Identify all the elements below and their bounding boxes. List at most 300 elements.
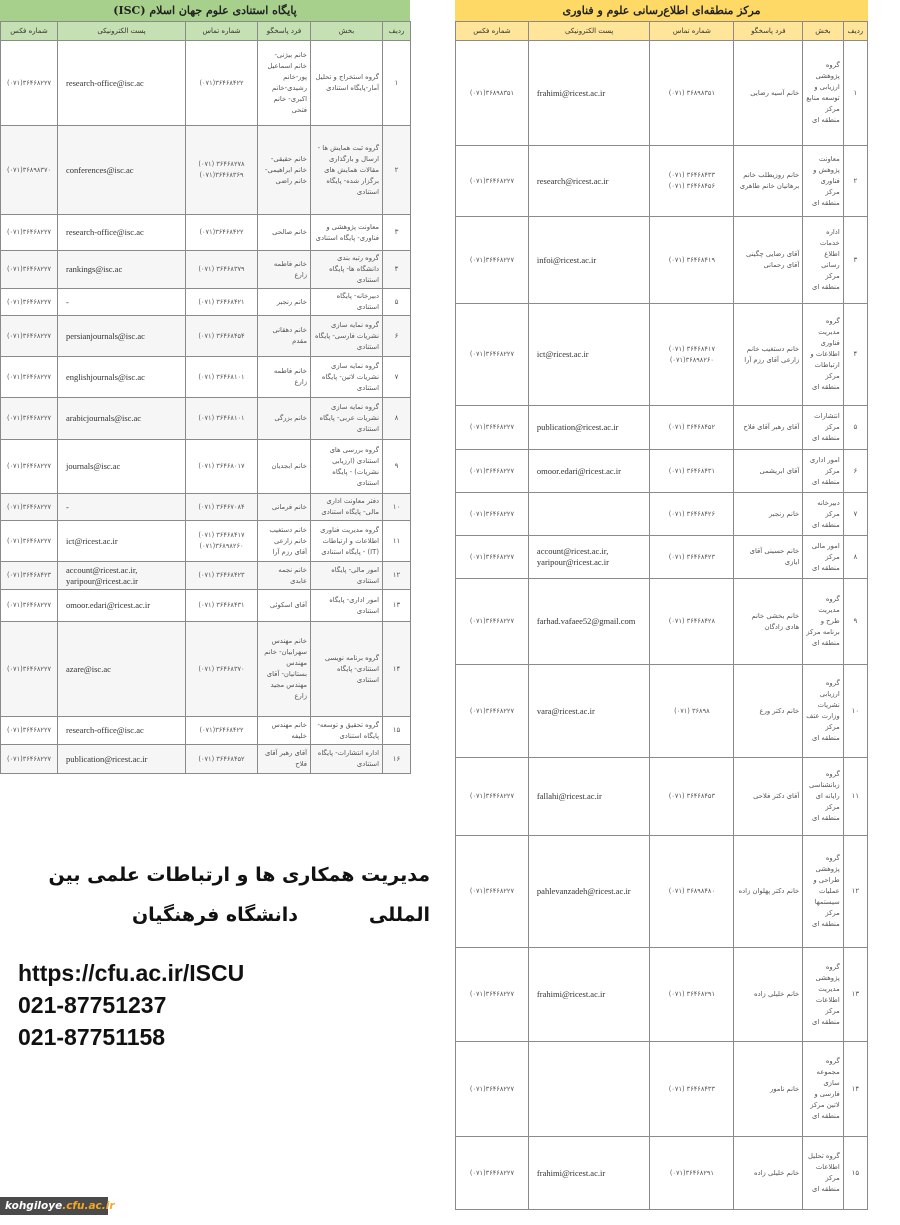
table-row (456, 1137, 868, 1210)
department-text: اداره خدمات اطلاع رسانی مرکز منطقه ای (812, 228, 840, 291)
email-cell[interactable] (58, 126, 186, 215)
responsible-person-cell (734, 536, 803, 579)
fax-cell (456, 1137, 529, 1210)
row-number-text: ۳ (853, 255, 858, 264)
email-cell[interactable] (528, 406, 649, 450)
row-number-cell (843, 579, 867, 665)
fax-cell (1, 590, 58, 622)
responsible-person-text: خانم دستغیب خانم زارعی آقای رزم آرا (744, 344, 800, 364)
fax-text: (۰۷۱)۳۶۴۶۸۴۲۳ (6, 571, 52, 579)
phone-cell (186, 717, 258, 745)
row-number-cell (843, 146, 867, 217)
fax-cell (1, 562, 58, 590)
department-text: امور مالی- پایگاه استنادی (331, 565, 379, 585)
phone-text: (۰۷۱) ۳۶۴۶۸۴۳۱ (668, 466, 715, 475)
responsible-person-cell (258, 316, 311, 357)
phone-cell (186, 494, 258, 521)
responsible-person-cell (734, 579, 803, 665)
phone-cell (650, 948, 734, 1042)
responsible-person-cell (258, 398, 311, 440)
ricest-contact-table (455, 21, 868, 1210)
department-cell (311, 398, 383, 440)
phone-text: (۰۷۱)۳۶۸۹۸۲۶۰ (199, 542, 244, 550)
header-responsible-person: فرد پاسخگو (258, 22, 311, 41)
email-text[interactable]: - (66, 501, 69, 512)
email-cell[interactable] (58, 398, 186, 440)
department-cell (803, 406, 843, 450)
row-number-text: ۷ (853, 509, 858, 518)
row-number-cell (383, 126, 411, 215)
email-cell[interactable] (528, 217, 649, 304)
email-text[interactable]: frahimi@ricest.ac.ir (536, 87, 606, 98)
phone-cell (186, 590, 258, 622)
department-text: گروه پژوهشی مدیریت اطلاعات مرکز منطقه ای (812, 962, 840, 1026)
row-number-text: ۴ (394, 265, 399, 273)
row-number-text: ۲ (394, 165, 399, 174)
fax-text: (۰۷۱)۳۶۴۶۸۲۲۷ (6, 228, 52, 236)
email-text[interactable]: omoor.edari@ricest.ac.ir (66, 600, 151, 610)
department-text: گروه مجموعه سازی فارسی و لاتین مرکز منطقه ای (810, 1057, 840, 1120)
responsible-person-text: آقای رهبر آقای فلاح (743, 423, 800, 431)
email-text[interactable]: - (66, 296, 69, 307)
responsible-person-cell (258, 41, 311, 126)
row-number-text: ۱ (853, 88, 858, 97)
row-number-text: ۶ (394, 331, 399, 340)
responsible-person-text: آقای رضایی چگینی آقای رحمانی (745, 250, 800, 269)
email-text[interactable]: yaripour@ricest.ac.ir (66, 575, 139, 586)
table-row (1, 622, 411, 717)
email-cell[interactable] (528, 758, 649, 836)
fax-text: (۰۷۱)۳۶۴۶۸۲۲۷ (6, 502, 52, 511)
row-number-cell (383, 590, 411, 622)
email-cell[interactable] (58, 622, 186, 717)
phone-text: (۰۷۱) ۳۶۸۹۸۳۵۱ (668, 88, 715, 97)
row-number-cell (383, 745, 411, 774)
table-row (1, 126, 411, 215)
email-text[interactable]: research-office@isc.ac (66, 725, 144, 735)
email-cell[interactable] (58, 289, 186, 316)
department-text: گروه پژوهشی ارزیابی و توسعه منابع مرکز منطقه ای (806, 61, 840, 124)
phone-cell (186, 126, 258, 215)
site-watermark-badge (0, 1197, 115, 1215)
header-department: بخش (311, 22, 383, 41)
table-row (456, 304, 868, 406)
isc-table-title: پایگاه استنادی علوم جهان اسلام (ISC) (0, 0, 410, 21)
phone-text: (۰۷۱) ۳۶۴۶۸۴۱۷ (198, 531, 245, 539)
isc-table-body (1, 41, 411, 774)
email-text[interactable]: azare@isc.ac (66, 663, 111, 674)
email-cell[interactable] (58, 41, 186, 126)
footer-url-link[interactable]: https://cfu.ac.ir/ISCU (18, 960, 245, 986)
phone-text: (۰۷۱) ۳۶۴۶۸۴۱۷ (668, 344, 715, 353)
phone-text: (۰۷۱) ۳۶۴۶۸۴۵۲ (198, 754, 245, 763)
phone-cell (186, 521, 258, 562)
email-text[interactable]: research-office@isc.ac (66, 77, 144, 88)
email-cell[interactable] (528, 536, 649, 579)
isc-header-row (1, 22, 411, 41)
email-text[interactable]: frahimi@ricest.ac.ir (536, 1167, 606, 1178)
responsible-person-text: خانم فرمانی (271, 502, 307, 511)
department-cell (803, 217, 843, 304)
badge-suffix: .cfu.ac.ir (62, 1200, 115, 1212)
row-number-text: ۱۳ (392, 601, 401, 609)
responsible-person-text: خانم آسیه رضایی (750, 88, 800, 97)
department-text: گروه تحقیق و توسعه- پایگاه استنادی (317, 720, 379, 740)
isc-contact-table (0, 21, 411, 774)
department-cell (803, 836, 843, 948)
phone-text: (۰۷۱) ۳۶۴۶۸۴۵۳ (668, 792, 715, 800)
ricest-table-title: مرکز منطقه‌ای اطلاع‌رسانی علوم و فناوری (455, 0, 868, 21)
department-cell (311, 41, 383, 126)
email-cell[interactable] (528, 304, 649, 406)
phone-text: (۰۷۱)۳۶۴۶۸۳۶۹ (199, 171, 244, 179)
phone-text: (۰۷۱) ۳۶۴۶۸۴۵۴ (198, 331, 245, 340)
responsible-person-text: خانم خلیلی زاده (754, 990, 800, 998)
phone-cell (186, 745, 258, 774)
department-cell (311, 289, 383, 316)
responsible-person-text: خانم حقیقی- خانم ابراهیمی- خانم راضی (265, 154, 307, 185)
fax-cell (1, 440, 58, 494)
phone-cell (186, 41, 258, 126)
department-cell (803, 579, 843, 665)
fax-cell (456, 758, 529, 836)
email-text[interactable]: journals@isc.ac (66, 461, 121, 471)
email-text[interactable]: englishjournals@isc.ac (66, 371, 145, 382)
fax-cell (1, 126, 58, 215)
footer-phone-2: 021-87751158 (18, 1024, 166, 1050)
row-number-cell (843, 758, 867, 836)
email-text[interactable]: pahlevanzadeh@ricest.ac.ir (536, 886, 631, 896)
phone-cell (186, 357, 258, 398)
department-text: اداره انتشارات- پایگاه استنادی (317, 749, 379, 768)
fax-cell (1, 316, 58, 357)
email-text[interactable]: research-office@isc.ac (66, 227, 144, 237)
header-email: پست الکترونیکی (58, 22, 186, 41)
table-row (456, 836, 868, 948)
fax-text: (۰۷۱)۳۶۴۶۸۲۲۷ (469, 176, 515, 185)
header-responsible-person: فرد پاسخگو (734, 22, 803, 41)
email-text[interactable]: ict@ricest.ac.ir (536, 349, 589, 359)
table-row (1, 745, 411, 774)
fax-cell (456, 304, 529, 406)
table-row (456, 579, 868, 665)
row-number-cell (843, 665, 867, 758)
responsible-person-cell (258, 126, 311, 215)
department-cell (311, 440, 383, 494)
phone-text: (۰۷۱)۳۶۴۶۸۴۲۲ (199, 228, 244, 236)
department-cell (311, 717, 383, 745)
phone-text: (۰۷۱) ۳۶۴۶۸۳۷۰ (198, 664, 245, 673)
row-number-text: ۲ (853, 176, 858, 185)
email-text[interactable]: persianjournals@isc.ac (66, 330, 145, 341)
row-number-cell (383, 316, 411, 357)
department-text: گروه رتبه بندی دانشگاه ها- پایگاه استنادی (329, 254, 379, 284)
phone-text: (۰۷۱) ۳۶۴۶۸۴۵۶ (668, 182, 715, 190)
fax-text: (۰۷۱)۳۶۸۹۸۳۵۱ (469, 88, 515, 97)
email-text[interactable]: yaripour@ricest.ac.ir (536, 557, 609, 567)
department-text: گروه پژوهشی طراحی و عملیات سیستمها مرکز منطقه ای (812, 854, 840, 928)
row-number-cell (843, 836, 867, 948)
table-row (1, 357, 411, 398)
row-number-text: ۹ (853, 617, 858, 625)
table-row (456, 948, 868, 1042)
department-cell (311, 251, 383, 289)
department-cell (311, 316, 383, 357)
email-cell[interactable] (58, 251, 186, 289)
fax-cell (1, 745, 58, 774)
phone-cell (650, 41, 734, 146)
email-text[interactable]: frahimi@ricest.ac.ir (536, 989, 606, 999)
table-row (456, 493, 868, 536)
responsible-person-cell (734, 493, 803, 536)
email-cell[interactable] (528, 1042, 649, 1137)
row-number-text: ۱۶ (392, 754, 401, 763)
phone-text: (۰۷۱) ۳۶۴۶۸۴۲۱ (198, 297, 245, 306)
responsible-person-cell (258, 745, 311, 774)
email-cell[interactable] (58, 590, 186, 622)
responsible-person-text: خانم صالحی (272, 228, 307, 236)
responsible-person-cell (734, 41, 803, 146)
email-cell[interactable] (58, 215, 186, 251)
responsible-person-cell (258, 590, 311, 622)
email-text[interactable]: rankings@isc.ac (66, 264, 123, 274)
email-text[interactable]: ict@ricest.ac.ir (66, 535, 118, 546)
fax-cell (1, 41, 58, 126)
row-number-text: ۱۰ (851, 706, 860, 715)
email-cell[interactable] (58, 494, 186, 521)
row-number-cell (843, 406, 867, 450)
phone-cell (186, 215, 258, 251)
row-number-cell (843, 41, 867, 146)
phone-text: (۰۷۱) ۳۶۴۶۸۲۷۸ (198, 160, 245, 168)
email-cell[interactable] (528, 146, 649, 217)
row-number-text: ۱۲ (851, 887, 860, 895)
department-cell (311, 745, 383, 774)
department-cell (803, 450, 843, 493)
phone-cell (650, 579, 734, 665)
fax-cell (456, 146, 529, 217)
table-row (1, 717, 411, 745)
table-row (1, 251, 411, 289)
row-number-text: ۱۲ (392, 571, 401, 579)
table-row (456, 665, 868, 758)
fax-cell (456, 579, 529, 665)
department-text: انتشارات مرکز منطقه ای (812, 412, 840, 442)
fax-text: (۰۷۱)۳۶۴۶۸۲۲۷ (469, 1084, 515, 1093)
email-cell[interactable] (58, 745, 186, 774)
fax-cell (1, 717, 58, 745)
phone-text: (۰۷۱) ۳۶۴۶۸۴۳۳ (668, 171, 715, 179)
email-cell[interactable] (528, 948, 649, 1042)
email-text[interactable]: account@ricest.ac.ir, (536, 546, 609, 556)
row-number-text: ۱۰ (392, 502, 401, 511)
email-cell[interactable] (528, 665, 649, 758)
fax-cell (456, 665, 529, 758)
ricest-contact-table-panel (455, 0, 868, 1210)
responsible-person-cell (734, 217, 803, 304)
table-row (456, 1042, 868, 1137)
row-number-cell (383, 494, 411, 521)
fax-text: (۰۷۱)۳۶۴۶۸۲۲۷ (469, 552, 515, 561)
row-number-cell (843, 536, 867, 579)
email-cell[interactable] (528, 41, 649, 146)
fax-cell (1, 251, 58, 289)
row-number-cell (843, 304, 867, 406)
row-number-cell (383, 562, 411, 590)
phone-cell (650, 146, 734, 217)
department-cell (803, 948, 843, 1042)
fax-cell (456, 406, 529, 450)
footer-phone-1: 021-87751237 (18, 992, 167, 1018)
email-cell[interactable] (58, 717, 186, 745)
fax-cell (456, 41, 529, 146)
row-number-cell (383, 41, 411, 126)
email-text[interactable]: account@ricest.ac.ir, (66, 564, 138, 575)
department-cell (803, 665, 843, 758)
phone-cell (186, 562, 258, 590)
department-text: امور اداری مرکز منطقه ای (809, 455, 840, 486)
phone-text: (۰۷۱) ۳۶۴۶۸۳۷۹ (198, 265, 245, 273)
department-cell (803, 536, 843, 579)
email-text[interactable]: vara@ricest.ac.ir (536, 705, 595, 716)
email-text[interactable]: publication@ricest.ac.ir (536, 422, 619, 432)
email-text[interactable]: omoor.edari@ricest.ac.ir (536, 465, 621, 476)
email-cell[interactable] (528, 1137, 649, 1210)
row-number-cell (843, 1137, 867, 1210)
header-phone: شماره تماس (650, 22, 734, 41)
row-number-cell (843, 217, 867, 304)
phone-text: (۰۷۱) ۳۶۴۶۸۴۵۲ (668, 423, 715, 431)
phone-cell (186, 440, 258, 494)
table-row (1, 562, 411, 590)
fax-text: (۰۷۱)۳۶۴۶۸۲۲۷ (469, 792, 515, 800)
department-cell (803, 41, 843, 146)
responsible-person-text: خانم نجمه عابدی (278, 565, 307, 585)
department-text: امور اداری- پایگاه استنادی (329, 595, 379, 615)
fax-text: (۰۷۱)۳۶۴۶۸۲۲۷ (6, 414, 52, 422)
row-number-text: ۱ (394, 78, 399, 87)
responsible-person-text: خانم مهندس خلیفه (271, 720, 307, 740)
department-text: گروه استخراج و تحلیل آمار-پایگاه استنادی (315, 73, 379, 92)
email-cell[interactable] (58, 440, 186, 494)
phone-cell (650, 836, 734, 948)
email-cell[interactable] (528, 836, 649, 948)
fax-cell (456, 948, 529, 1042)
email-cell[interactable] (58, 357, 186, 398)
fax-text: (۰۷۱)۳۶۴۶۸۲۲۷ (6, 601, 52, 609)
responsible-person-cell (258, 251, 311, 289)
department-text: معاونت پژوهش و فناوری مرکز منطقه ای (812, 154, 840, 207)
phone-text: (۰۷۱) ۳۶۴۶۸۴۲۶ (668, 509, 715, 518)
table-row (1, 590, 411, 622)
department-text: گروه مدیریت فناوری اطلاعات و ارتباطات مرکز منطقه ای (810, 317, 840, 391)
row-number-cell (383, 440, 411, 494)
responsible-person-text: خانم مهندس سهرابیان- خانم مهندس بستانیان- آقای مهندس مجید زارع (264, 637, 307, 700)
email-cell[interactable] (528, 450, 649, 493)
responsible-person-text: خانم فاطمه زارع (273, 259, 307, 279)
phone-cell (650, 304, 734, 406)
responsible-person-text: خانم دکتر پهلوان زاده (738, 887, 800, 895)
phone-cell (186, 398, 258, 440)
department-cell (311, 562, 383, 590)
responsible-person-text: خانم روزیطلب خانم برهانیان خانم طاهری (739, 171, 800, 190)
department-cell (311, 521, 383, 562)
phone-text: (۰۷۱) ۳۶۸۹۸۴۸۰ (668, 887, 715, 895)
ricest-header-row (456, 22, 868, 41)
responsible-person-cell (258, 717, 311, 745)
department-cell (311, 494, 383, 521)
phone-text: (۰۷۱) ۳۶۴۶۸۴۲۳ (198, 571, 245, 579)
responsible-person-cell (734, 948, 803, 1042)
responsible-person-text: خانم فاطمه زارع (273, 367, 307, 386)
phone-cell (650, 450, 734, 493)
email-cell[interactable] (58, 316, 186, 357)
fax-text: (۰۷۱)۳۶۴۶۸۲۲۷ (469, 887, 515, 895)
responsible-person-cell (258, 215, 311, 251)
email-cell[interactable] (528, 579, 649, 665)
email-text[interactable]: research@ricest.ac.ir (536, 175, 609, 186)
email-cell[interactable] (58, 562, 186, 590)
email-text[interactable]: publication@ricest.ac.ir (66, 753, 148, 764)
email-text[interactable]: arabicjournals@isc.ac (66, 413, 142, 423)
header-row-number: ردیف (383, 22, 411, 41)
row-number-cell (383, 357, 411, 398)
row-number-text: ۱۴ (851, 1084, 860, 1093)
phone-cell (186, 251, 258, 289)
fax-text: (۰۷۱)۳۶۴۶۸۲۲۷ (469, 706, 515, 715)
email-text[interactable]: farhad.vafaee52@gmail.com (536, 616, 636, 626)
table-row (1, 316, 411, 357)
header-fax: شماره فکس (456, 22, 529, 41)
table-row (456, 758, 868, 836)
phone-text: (۰۷۱)۳۶۴۶۸۲۹۱ (669, 1168, 714, 1177)
responsible-person-cell (734, 406, 803, 450)
fax-text: (۰۷۱)۳۶۴۶۸۲۲۷ (6, 372, 52, 381)
email-cell[interactable] (528, 493, 649, 536)
fax-cell (456, 536, 529, 579)
phone-text: (۰۷۱)۳۶۴۶۸۴۲۲ (199, 78, 244, 87)
row-number-cell (383, 289, 411, 316)
fax-text: (۰۷۱)۳۶۴۶۸۲۲۷ (6, 297, 52, 306)
phone-text: (۰۷۱) ۳۶۴۶۸۴۲۸ (668, 617, 715, 625)
phone-cell (650, 1042, 734, 1137)
responsible-person-cell (734, 1042, 803, 1137)
phone-cell (650, 536, 734, 579)
row-number-cell (383, 521, 411, 562)
responsible-person-cell (258, 289, 311, 316)
department-text: گروه نمایه سازی نشریات لاتین- پایگاه استنادی (321, 361, 379, 392)
footer-title-university: دانشگاه فرهنگیان (131, 904, 299, 926)
department-text: گروه نمایه سازی نشریات عربی- پایگاه استنادی (319, 403, 379, 433)
fax-text: (۰۷۱)۳۶۴۶۸۲۲۷ (469, 1168, 515, 1177)
fax-text: (۰۷۱)۳۶۴۶۸۲۲۷ (469, 466, 515, 475)
department-text: دبیرخانه- پایگاه استنادی (336, 292, 379, 311)
fax-text: (۰۷۱)۳۶۴۶۸۲۲۷ (6, 664, 52, 673)
department-cell (311, 215, 383, 251)
email-text[interactable]: conferences@isc.ac (66, 164, 134, 175)
email-text[interactable]: infoi@ricest.ac.ir (536, 254, 597, 265)
email-text[interactable]: fallahi@ricest.ac.ir (536, 791, 602, 801)
table-row (1, 440, 411, 494)
email-cell[interactable] (58, 521, 186, 562)
department-text: گروه ثبت همایش ها - ارسال و بارگذاری مقالات همایش های برگزار شده- پایگاه استنادی (317, 143, 379, 196)
department-cell (311, 590, 383, 622)
responsible-person-text: خانم دستغیب خانم زارعی آقای رزم آرا (269, 525, 307, 556)
responsible-person-text: خانم ابجدیان (271, 462, 307, 470)
header-department: بخش (803, 22, 843, 41)
row-number-cell (383, 622, 411, 717)
phone-text: (۰۷۱) ۳۶۴۶۸۰۱۷ (198, 462, 245, 470)
